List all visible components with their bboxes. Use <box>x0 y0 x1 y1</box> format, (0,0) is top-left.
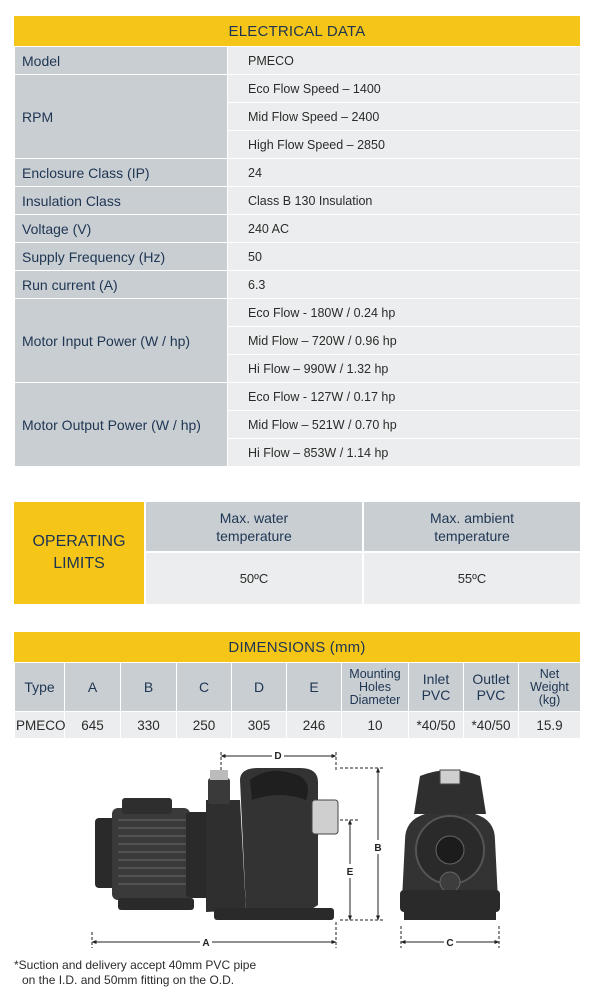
value-voltage: 240 AC <box>228 215 581 243</box>
col-header-b: B <box>121 663 177 712</box>
value-rpm-high: High Flow Speed – 2850 <box>228 131 581 159</box>
value-insulation: Class B 130 Insulation <box>228 187 581 215</box>
dim-label-a: A <box>202 938 210 949</box>
dimensions-title: DIMENSIONS (mm) <box>14 632 580 662</box>
cell-d: 305 <box>232 712 287 739</box>
table-row <box>15 383 581 411</box>
footnote <box>14 958 256 988</box>
row-label-enclosure: Enclosure Class (IP) <box>15 159 228 187</box>
cell-mounting-holes: 10 <box>342 712 409 739</box>
value-output-mid: Mid Flow – 521W / 0.70 hp <box>228 411 581 439</box>
water-temp-value: 50ºC <box>146 553 362 604</box>
water-header-line1: Max. water <box>219 509 289 526</box>
water-header-line2: temperature <box>216 527 292 544</box>
table-row <box>15 187 581 215</box>
electrical-data-table <box>14 46 581 467</box>
cell-inlet: *40/50 <box>409 712 464 739</box>
cell-outlet: *40/50 <box>464 712 519 739</box>
row-label-input-power: Motor Input Power (W / hp) <box>15 299 228 383</box>
value-run-current: 6.3 <box>228 271 581 299</box>
footnote-line2: on the I.D. and 50mm fitting on the O.D. <box>22 973 235 987</box>
row-label-frequency: Supply Frequency (Hz) <box>15 243 228 271</box>
table-row <box>15 159 581 187</box>
operating-limits-title <box>14 502 144 604</box>
cell-c: 250 <box>177 712 232 739</box>
electrical-data-title: ELECTRICAL DATA <box>14 16 580 46</box>
row-label-run-current: Run current (A) <box>15 271 228 299</box>
col-header-e: E <box>287 663 342 712</box>
ambient-header-line1: Max. ambient <box>429 509 515 526</box>
row-label-insulation: Insulation Class <box>15 187 228 215</box>
cell-b: 330 <box>121 712 177 739</box>
ambient-temp-value: 55ºC <box>364 553 580 604</box>
cell-weight: 15.9 <box>519 712 581 739</box>
col-header-d: D <box>232 663 287 712</box>
row-label-voltage: Voltage (V) <box>15 215 228 243</box>
footnote-line1: *Suction and delivery accept 40mm PVC pipe <box>14 958 257 972</box>
water-temp-header <box>146 502 362 551</box>
row-label-output-power: Motor Output Power (W / hp) <box>15 383 228 467</box>
col-header-outlet: Outlet PVC <box>464 663 519 712</box>
operating-limits-block <box>14 502 580 604</box>
dim-label-d: D <box>274 751 282 762</box>
dim-label-c: C <box>446 938 454 949</box>
col-header-c: C <box>177 663 232 712</box>
value-rpm-eco: Eco Flow Speed – 1400 <box>228 75 581 103</box>
value-input-hi: Hi Flow – 990W / 1.32 hp <box>228 355 581 383</box>
value-model: PMECO <box>228 47 581 75</box>
cell-a: 645 <box>65 712 121 739</box>
ambient-temp-header <box>364 502 580 551</box>
pump-front-view <box>400 770 500 920</box>
col-header-weight: Net Weight (kg) <box>519 663 581 712</box>
ambient-header-line2: temperature <box>434 527 510 544</box>
value-frequency: 50 <box>228 243 581 271</box>
value-rpm-mid: Mid Flow Speed – 2400 <box>228 103 581 131</box>
row-label-model: Model <box>15 47 228 75</box>
table-header-row <box>15 663 581 712</box>
col-header-mounting-holes: Mounting Holes Diameter <box>342 663 409 712</box>
value-input-eco: Eco Flow - 180W / 0.24 hp <box>228 299 581 327</box>
value-output-hi: Hi Flow – 853W / 1.14 hp <box>228 439 581 467</box>
cell-e: 246 <box>287 712 342 739</box>
value-enclosure: 24 <box>228 159 581 187</box>
value-input-mid: Mid Flow – 720W / 0.96 hp <box>228 327 581 355</box>
col-header-a: A <box>65 663 121 712</box>
dim-label-b: B <box>374 843 382 854</box>
col-header-inlet: Inlet PVC <box>409 663 464 712</box>
col-header-type: Type <box>15 663 65 712</box>
table-row <box>15 271 581 299</box>
pump-dimension-diagram <box>0 740 600 955</box>
dimensions-table <box>14 662 581 739</box>
table-row <box>15 243 581 271</box>
operating-title-line2: LIMITS <box>53 555 105 572</box>
table-row <box>15 47 581 75</box>
operating-title-line1: OPERATING <box>32 533 126 550</box>
table-row <box>15 75 581 103</box>
value-output-eco: Eco Flow - 127W / 0.17 hp <box>228 383 581 411</box>
row-label-rpm: RPM <box>15 75 228 159</box>
table-row <box>15 712 581 739</box>
dim-label-e: E <box>346 867 354 878</box>
cell-type: PMECO <box>15 712 65 739</box>
table-row <box>15 299 581 327</box>
table-row <box>15 215 581 243</box>
pump-side-view <box>95 768 338 920</box>
